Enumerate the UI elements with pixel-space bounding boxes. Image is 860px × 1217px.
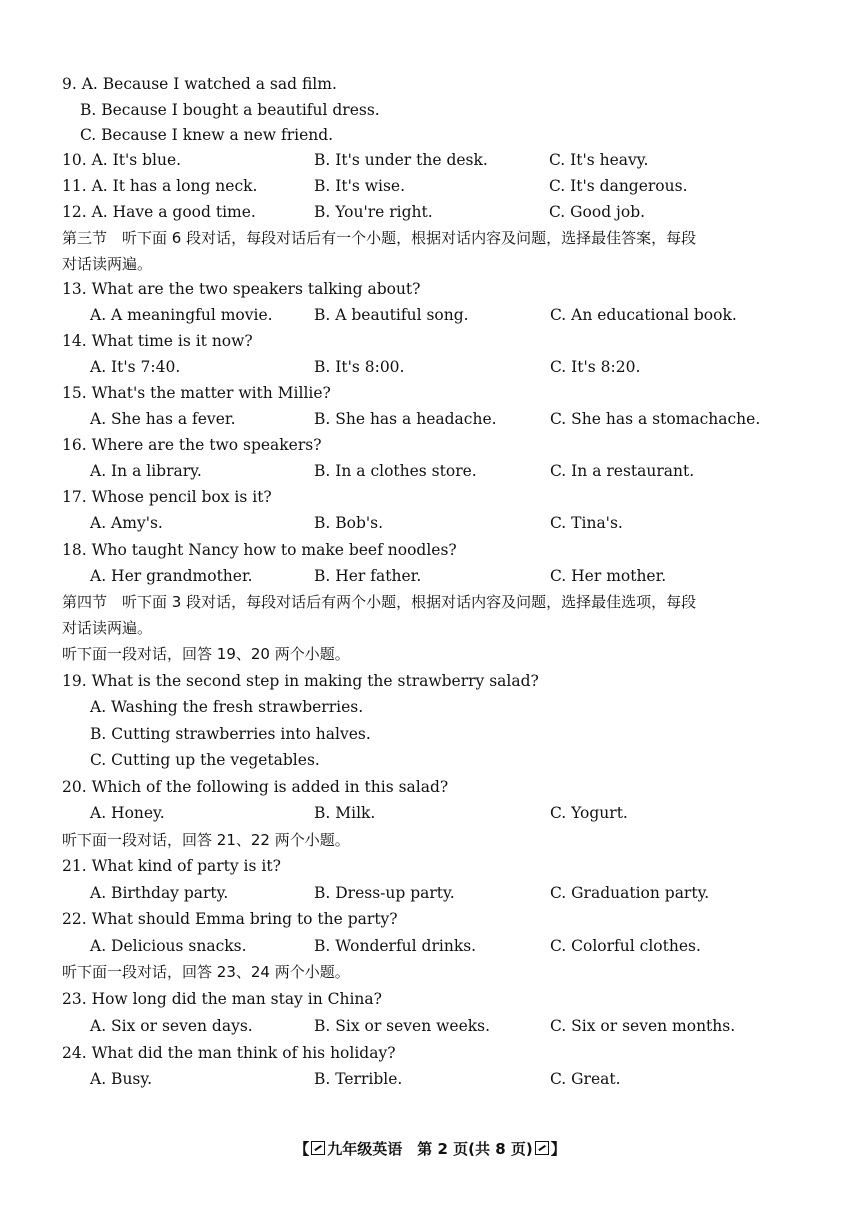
q12-option-b: B. You're right.	[314, 203, 433, 221]
q9-option-b: B. Because I bought a beautiful dress.	[80, 101, 380, 119]
footer-close-bracket: 】	[550, 1140, 566, 1158]
q22-stem: 22. What should Emma bring to the party?	[62, 910, 398, 928]
q11-option-a: 11. A. It has a long neck.	[62, 177, 258, 195]
q16-option-b: B. In a clothes store.	[314, 462, 477, 480]
q11-option-b: B. It's wise.	[314, 177, 406, 195]
section4-instructions-line2: 对话读两遍。	[62, 619, 153, 637]
q23-option-b: B. Six or seven weeks.	[314, 1017, 491, 1035]
q24-option-c: C. Great.	[550, 1070, 621, 1088]
exam-box-icon	[311, 1141, 325, 1155]
q19-stem: 19. What is the second step in making the strawberry salad?	[62, 672, 539, 690]
q17-stem: 17. Whose pencil box is it?	[62, 488, 272, 506]
q19-option-a: A. Washing the fresh strawberries.	[90, 698, 364, 716]
q19-option-c: C. Cutting up the vegetables.	[90, 751, 320, 769]
q22-option-b: B. Wonderful drinks.	[314, 937, 477, 955]
q9-option-c: C. Because I knew a new friend.	[80, 126, 334, 144]
q21-stem: 21. What kind of party is it?	[62, 857, 281, 875]
dialog2-instruction: 听下面一段对话，回答 21、22 两个小题。	[62, 831, 350, 849]
q13-option-b: B. A beautiful song.	[314, 306, 469, 324]
footer-open-bracket: 【	[294, 1140, 310, 1158]
q19-option-b: B. Cutting strawberries into halves.	[90, 725, 371, 743]
q17-option-b: B. Bob's.	[314, 514, 384, 532]
q10-option-b: B. It's under the desk.	[314, 151, 488, 169]
q17-option-a: A. Amy's.	[90, 514, 163, 532]
q15-stem: 15. What's the matter with Millie?	[62, 384, 331, 402]
q20-option-c: C. Yogurt.	[550, 804, 628, 822]
q12-option-c: C. Good job.	[549, 203, 646, 221]
q14-stem: 14. What time is it now?	[62, 332, 253, 350]
q20-option-b: B. Milk.	[314, 804, 376, 822]
dialog1-instruction: 听下面一段对话，回答 19、20 两个小题。	[62, 645, 350, 663]
section3-instructions-line2: 对话读两遍。	[62, 255, 153, 273]
q15-option-c: C. She has a stomachache.	[550, 410, 761, 428]
q14-option-a: A. It's 7:40.	[90, 358, 181, 376]
q22-option-a: A. Delicious snacks.	[90, 937, 247, 955]
q12-option-a: 12. A. Have a good time.	[62, 203, 256, 221]
q15-option-b: B. She has a headache.	[314, 410, 497, 428]
q13-stem: 13. What are the two speakers talking about?	[62, 280, 421, 298]
q23-option-a: A. Six or seven days.	[90, 1017, 253, 1035]
q24-option-b: B. Terrible.	[314, 1070, 403, 1088]
q10-option-c: C. It's heavy.	[549, 151, 649, 169]
q20-option-a: A. Honey.	[90, 804, 165, 822]
q21-option-b: B. Dress-up party.	[314, 884, 455, 902]
section3-instructions-line1: 第三节 听下面 6 段对话，每段对话后有一个小题，根据对话内容及问题，选择最佳答案，每段	[62, 229, 697, 247]
q17-option-c: C. Tina's.	[550, 514, 623, 532]
q21-option-a: A. Birthday party.	[90, 884, 229, 902]
dialog3-instruction: 听下面一段对话，回答 23、24 两个小题。	[62, 963, 350, 981]
q18-option-c: C. Her mother.	[550, 567, 667, 585]
page-footer	[0, 1138, 860, 1159]
q18-stem: 18. Who taught Nancy how to make beef noodles?	[62, 541, 457, 559]
exam-box-icon	[535, 1141, 549, 1155]
q21-option-c: C. Graduation party.	[550, 884, 710, 902]
q11-option-c: C. It's dangerous.	[549, 177, 688, 195]
q16-option-a: A. In a library.	[90, 462, 202, 480]
q14-option-b: B. It's 8:00.	[314, 358, 405, 376]
q24-option-a: A. Busy.	[90, 1070, 152, 1088]
q14-option-c: C. It's 8:20.	[550, 358, 641, 376]
q23-option-c: C. Six or seven months.	[550, 1017, 736, 1035]
q18-option-a: A. Her grandmother.	[90, 567, 253, 585]
q15-option-a: A. She has a fever.	[90, 410, 236, 428]
footer-text: 九年级英语 第 2 页(共 8 页)	[327, 1140, 533, 1158]
q16-option-c: C. In a restaurant.	[550, 462, 695, 480]
q20-stem: 20. Which of the following is added in this salad?	[62, 778, 449, 796]
q16-stem: 16. Where are the two speakers?	[62, 436, 322, 454]
q22-option-c: C. Colorful clothes.	[550, 937, 701, 955]
q13-option-a: A. A meaningful movie.	[90, 306, 273, 324]
q23-stem: 23. How long did the man stay in China?	[62, 990, 382, 1008]
q18-option-b: B. Her father.	[314, 567, 422, 585]
q9-option-a: 9. A. Because I watched a sad film.	[62, 75, 337, 93]
q24-stem: 24. What did the man think of his holiday?	[62, 1044, 396, 1062]
q10-option-a: 10. A. It's blue.	[62, 151, 182, 169]
q13-option-c: C. An educational book.	[550, 306, 737, 324]
section4-instructions-line1: 第四节 听下面 3 段对话，每段对话后有两个小题，根据对话内容及问题，选择最佳选项，每段	[62, 593, 697, 611]
